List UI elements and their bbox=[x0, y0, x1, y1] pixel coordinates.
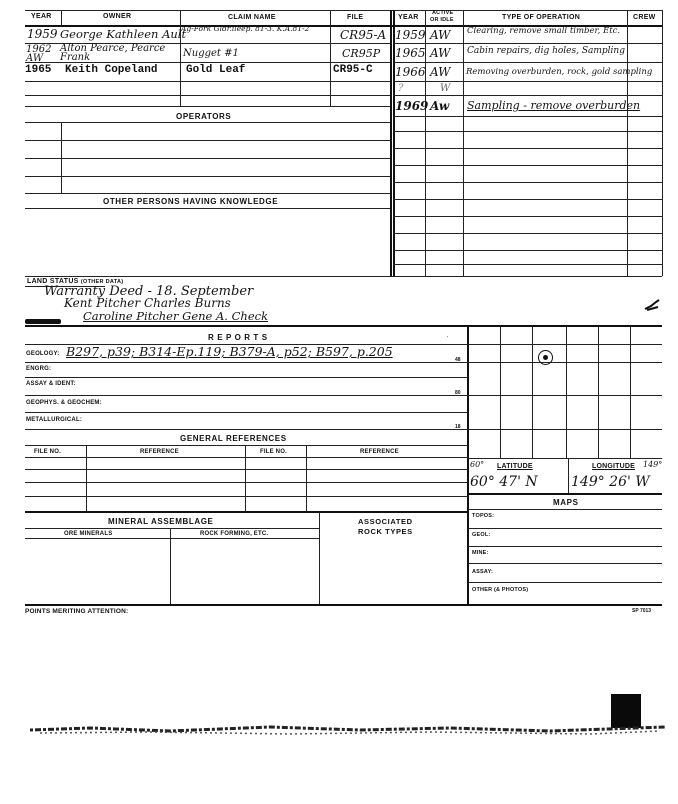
claim-row-2-owner: Alton Pearce, Pearce Frank bbox=[60, 43, 166, 63]
operation-row-3-operation: Removing overburden, rock, gold sampling bbox=[466, 67, 653, 77]
maps-geol-label: GEOL: bbox=[472, 532, 491, 538]
form-number: SP 7013 bbox=[632, 608, 652, 614]
land-status-note-3: Caroline Pitcher Gene A. Check bbox=[83, 309, 269, 323]
operation-row-4-status: W bbox=[440, 83, 451, 94]
points-meriting-attention-label: POINTS MERITING ATTENTION: bbox=[25, 608, 129, 615]
col-header-year: YEAR bbox=[31, 13, 52, 20]
col-header-claim-name: CLAIM NAME bbox=[228, 14, 276, 21]
maps-mine-label: MINE: bbox=[472, 550, 489, 556]
claim-row-1-owner: George Kathleen Ault bbox=[60, 27, 187, 41]
engrg-label: ENGRG: bbox=[26, 366, 52, 372]
longitude-label: LONGITUDE bbox=[592, 463, 636, 470]
col-header-crew: CREW bbox=[633, 14, 656, 21]
claim-row-2-file: CR95P bbox=[342, 47, 381, 60]
operation-row-2-operation: Cabin repairs, dig holes, Sampling bbox=[467, 46, 625, 56]
maps-assay-label: ASSAY: bbox=[472, 569, 494, 575]
operation-row-5-status: Aw bbox=[430, 99, 450, 113]
geology-value: B297, p39; B314-Ep.119; B379-A, p52; B597, p.205 bbox=[66, 344, 393, 359]
ore-minerals-label: ORE MINERALS bbox=[64, 531, 113, 537]
claim-row-2-year: 1962 AW bbox=[26, 44, 52, 64]
associated-rock-types-heading-2: ROCK TYPES bbox=[358, 527, 413, 536]
associated-rock-types-heading-1: ASSOCIATED bbox=[358, 517, 413, 526]
land-status-note-1: Warranty Deed - 18. September bbox=[44, 284, 254, 299]
ref-col-file-no-2: FILE NO. bbox=[260, 449, 287, 455]
scan-mark bbox=[644, 298, 660, 308]
ref-col-file-no-1: FILE NO. bbox=[34, 449, 61, 455]
operation-row-2-year: 1965 bbox=[395, 46, 426, 60]
report-margin-number-2: 80 bbox=[455, 390, 461, 396]
col-header-active: ACTIVE bbox=[432, 10, 454, 16]
other-persons-heading: OTHER PERSONS HAVING KNOWLEDGE bbox=[103, 197, 279, 206]
ref-col-reference-2: REFERENCE bbox=[360, 449, 399, 455]
operation-row-4-year: ? bbox=[398, 83, 404, 94]
location-circle-marker bbox=[538, 350, 553, 365]
maps-topos-label: TOPOS: bbox=[472, 513, 495, 519]
reports-heading: R E P O R T S bbox=[208, 333, 268, 342]
col-header-or-idle: OR IDLE bbox=[430, 17, 454, 23]
claim-row-3-claim: Gold Leaf bbox=[186, 64, 246, 76]
operation-row-2-status: AW bbox=[430, 46, 451, 60]
assay-ident-label: ASSAY & IDENT: bbox=[26, 381, 76, 387]
report-margin-number-1: 48 bbox=[455, 357, 461, 363]
maps-heading: MAPS bbox=[553, 498, 579, 507]
redaction-mark bbox=[25, 319, 61, 324]
claim-row-2-claim: Nugget #1 bbox=[183, 48, 239, 59]
general-references-heading: GENERAL REFERENCES bbox=[180, 434, 287, 443]
col-header-owner: OWNER bbox=[103, 13, 132, 20]
latitude-value: 60° 47' N bbox=[470, 474, 538, 490]
geophys-label: GEOPHYS. & GEOCHEM: bbox=[26, 400, 102, 406]
claim-row-3-year: 1965 bbox=[25, 64, 52, 76]
operation-row-3-status: AW bbox=[430, 65, 451, 79]
report-margin-number-3: 18 bbox=[455, 424, 461, 430]
claim-row-1-year: 1959 bbox=[27, 27, 58, 41]
claim-row-3-owner: Keith Copeland bbox=[65, 64, 158, 76]
mineral-assemblage-heading: MINERAL ASSEMBLAGE bbox=[108, 517, 214, 526]
land-status-note-2: Kent Pitcher Charles Burns bbox=[64, 296, 231, 310]
col-header-year-2: YEAR bbox=[398, 14, 419, 21]
geology-label: GEOLOGY: bbox=[26, 351, 60, 357]
operation-row-1-status: AW bbox=[430, 28, 451, 42]
land-status-heading: LAND STATUS (OTHER DATA) bbox=[27, 278, 124, 285]
col-header-file: FILE bbox=[347, 14, 364, 21]
operation-row-5-operation: Sampling - remove overburden bbox=[467, 99, 641, 112]
latitude-prefix: 60° bbox=[470, 460, 485, 469]
metallurgical-label: METALLURGICAL: bbox=[26, 417, 83, 423]
operation-row-1-year: 1959 bbox=[395, 28, 426, 42]
claim-row-1-file: CR95-A bbox=[340, 28, 387, 42]
operators-heading: OPERATORS bbox=[176, 112, 232, 121]
rock-forming-label: ROCK FORMING, ETC. bbox=[200, 531, 269, 537]
operation-row-3-year: 1966 bbox=[395, 65, 426, 79]
col-header-type-of-operation: TYPE OF OPERATION bbox=[502, 14, 581, 21]
scan-artifact-streak bbox=[30, 722, 665, 736]
maps-other-label: OTHER (& PHOTOS) bbox=[472, 587, 529, 593]
latitude-label: LATITUDE bbox=[497, 463, 533, 470]
claim-row-3-file: CR95-C bbox=[333, 64, 373, 76]
ref-col-reference-1: REFERENCE bbox=[140, 449, 179, 455]
longitude-value: 149° 26' W bbox=[571, 474, 650, 490]
longitude-suffix: 149° bbox=[643, 460, 663, 469]
operation-row-1-operation: Clearing, remove small timber, Etc. bbox=[467, 26, 621, 36]
operation-row-5-year: 1969 bbox=[395, 99, 429, 113]
claim-row-1-claim: Ag-Fork Gldr.ileep. 81-3. K.A.81-2 bbox=[181, 24, 310, 33]
